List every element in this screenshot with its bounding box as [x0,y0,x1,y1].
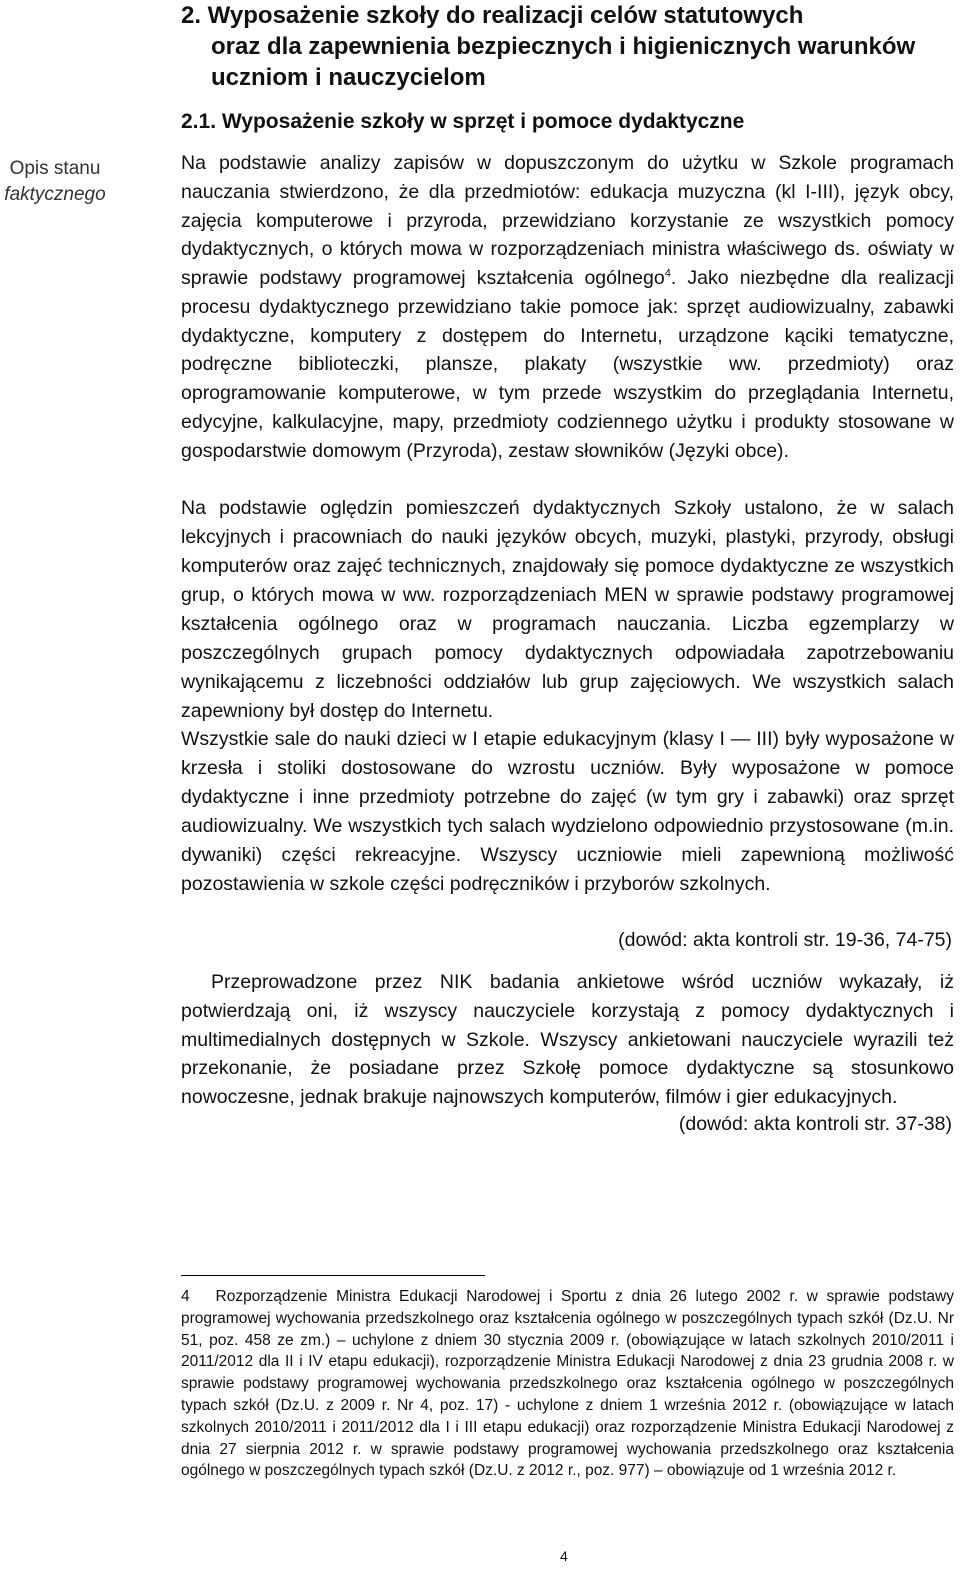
paragraph-1-text-continued: . Jako niezbędne dla realizacji procesu dydaktycznego przewidziano takie pomoce jak: sprzęt audiowizualny, zabawki dydaktyczne, komputery z dostępem do Internetu, urządzone kąciki tematyczne, podręczne biblioteczki, plansze, plakaty (wszystkie ww. przedmioty) oraz oprogramowanie komputerowe, w tym przede wszystkim do przeglądania Internetu, edycyjne, kalkulacyjne, mapy, przedmioty codziennego użytku i produkty stosowane w gospodarstwie domowym (Przyroda), zestaw słowników (Języki obce). [181,267,955,462]
footnote [181,1286,954,1482]
paragraph-3: Wszystkie sale do nauki dzieci w I etapie edukacyjnym (klasy I — III) były wyposażone w krzesła i stoliki dostosowane do wzrostu uczniów. Były wyposażone w pomoce dydaktyczne i inne przedmioty potrzebne do zajęć (w tym gry i zabawki) oraz sprzęt audiowizualny. We wszystkich tych salach wydzielono odpowiednio przystosowane (m.in. dywaniki) części rekreacyjne. Wszyscy uczniowie mieli zapewnioną możliwość pozostawienia w szkole części podręczników i przyborów szkolnych. [181,728,954,895]
paragraph-1 [181,149,954,465]
paragraph-4-text: Przeprowadzone przez NIK badania ankietowe wśród uczniów wykazały, iż potwierdzają oni, iż wszyscy nauczyciele korzystają z pomocy dydaktycznych i multimedialnych dostępnych w Szkole. Wszyscy ankietowani nauczyciele wyrazili też przekonanie, że posiadane przez Szkołę pomoce dydaktyczne są stosunkowo nowoczesne, jednak brakuje najnowszych komputerów, filmów i gier edukacyjnych. [181,971,954,1108]
footnote-reference[interactable]: 4 [664,267,671,280]
section-heading [181,0,941,93]
footnote-number: 4 [181,1288,190,1305]
section-heading-line-2: oraz dla zapewnienia bezpiecznych i higienicznych warunków [211,33,916,60]
margin-label-line-1: Opis stanu [9,158,101,179]
evidence-reference-1: (dowód: akta kontroli str. 19-36, 74-75) [618,929,952,951]
footnote-text: Rozporządzenie Ministra Edukacji Narodowej i Sportu z dnia 26 lutego 2002 r. w sprawie podstawy programowej wychowania przedszkolnego oraz kształcenia ogólnego w poszczególnych typach szkół (Dz.U. Nr 51, poz. 458 ze zm.) – uchylone z dniem 30 stycznia 2009 r. (obowiązujące w latach szkolnych 2010/2011 i 2011/2012 dla II i IV etapu edukacji), rozporządzenie Ministra Edukacji Narodowej z dnia 23 grudnia 2008 r. w sprawie podstawy programowej wychowania przedszkolnego oraz kształcenia ogólnego w poszczególnych typach szkół (Dz.U. z 2009 r. Nr 4, poz. 17) - uchylone z dniem 1 września 2012 r. (obowiązujące w latach szkolnych 2010/2011 i 2011/2012 dla I i III etapu edukacji) oraz rozporządzenie Ministra Edukacji Narodowej z dnia 27 sierpnia 2012 r. w sprawie podstawy programowej wychowania przedszkolnego oraz kształcenia ogólnego w poszczególnych typach szkół (Dz.U. z 2012 r., poz. 977) – obowiązuje od 1 września 2012 r. [181,1288,954,1480]
margin-label [0,156,110,208]
paragraph-2: Na podstawie oględzin pomieszczeń dydaktycznych Szkoły ustalono, że w salach lekcyjnych i pracowniach do nauki języków obcych, muzyki, plastyki, przyrody, obsługi komputerów oraz zajęć technicznych, znajdowały się pomoce dydaktyczne ze wszystkich grup, o których mowa w ww. rozporządzeniach MEN w sprawie podstawy programowej kształcenia ogólnego oraz w programach nauczania. Liczba egzemplarzy w poszczególnych grupach pomocy dydaktycznych odpowiadała zapotrzebowaniu wynikającemu z liczebności oddziałów lub grup zajęciowych. We wszystkich salach zapewniony był dostęp do Internetu. [181,497,954,722]
footnote-separator [181,1275,485,1276]
paragraph-1-text: Na podstawie analizy zapisów w dopuszczonym do użytku w Szkole programach nauczania stwierdzono, że dla przedmiotów: edukacja muzyczna (kl I-III), język obcy, zajęcia komputerowe i przyroda, przewidziano korzystanie ze wszystkich pomocy dydaktycznych, o których mowa w rozporządzeniach ministra właściwego ds. oświaty w sprawie podstawy programowej kształcenia ogólnego [181,152,954,289]
subsection-heading: 2.1. Wyposażenie szkoły w sprzęt i pomoce dydaktyczne [181,110,745,133]
paragraph-4 [181,968,954,1112]
margin-label-line-2: faktycznego [4,184,106,205]
evidence-reference-2: (dowód: akta kontroli str. 37-38) [678,1113,952,1135]
section-heading-line-1: 2. Wyposażenie szkoły do realizacji celów statutowych [181,2,804,29]
page-number: 4 [560,1548,568,1564]
section-heading-line-3: uczniom i nauczycielom [211,64,486,91]
